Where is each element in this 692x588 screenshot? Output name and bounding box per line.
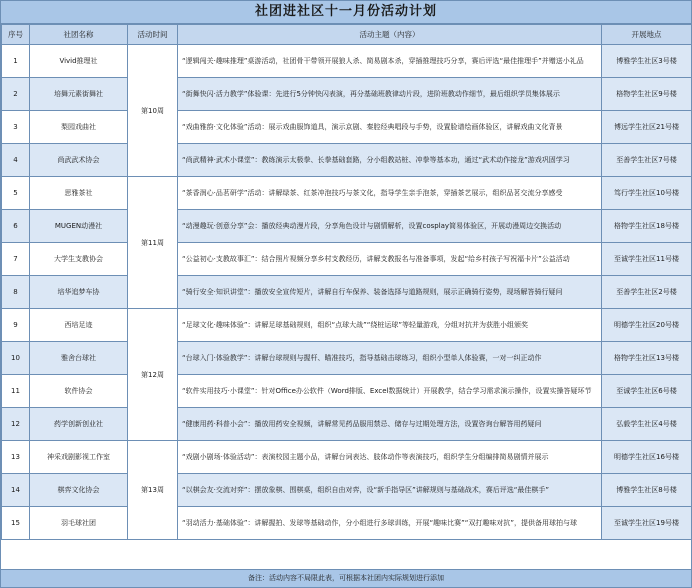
week-cell: 第10周 [128,45,178,177]
row-number: 7 [2,243,30,276]
club-name: 软件协会 [30,375,128,408]
club-name: 培华追梦车协 [30,276,128,309]
activity-place: 至善学生社区7号楼 [602,144,692,177]
activity-theme: “骑行安全·知识讲堂”：播放安全宣传短片，讲解自行车保养、装备选择与道路规则，展示正确骑行姿势，现场解答骑行疑问 [178,276,602,309]
club-name: 思雅茶社 [30,177,128,210]
sheet-title: 社团进社区十一月份活动计划 [1,1,691,24]
activity-place: 弘毅学生社区4号楼 [602,408,692,441]
table-row [2,309,692,342]
row-number: 13 [2,441,30,474]
header-cell-place: 开展地点 [602,25,692,45]
week-cell: 第13周 [128,441,178,540]
header-row [2,25,692,45]
club-name: Vivid推理社 [30,45,128,78]
activity-theme: “戏曲雅韵·文化体验”活动：展示戏曲服饰道具，演示京剧、秦腔经典唱段与手势，设置脸谱绘画体验区，讲解戏曲文化背景 [178,111,602,144]
row-number: 9 [2,309,30,342]
activity-theme: “逻辑闯关·趣味推理”桌游活动，社团骨干带领开展狼人杀、简易剧本杀，穿插推理技巧分享，赛后评选“最佳推理手”并赠送小礼品 [178,45,602,78]
club-name: 棋弈文化协会 [30,474,128,507]
activity-place: 至诚学生社区11号楼 [602,243,692,276]
activity-theme: “以棋会友·交流对弈”：摆放象棋、围棋桌，组织自由对弈，设“新手指导区”讲解规则与基础战术，赛后评选“最佳棋手” [178,474,602,507]
activity-theme: “戏剧小剧场·体验活动”：表演校园主题小品，讲解台词表达、肢体动作等表演技巧，组织学生分组编排简易剧情并展示 [178,441,602,474]
table-row [2,375,692,408]
club-name: 西培足迹 [30,309,128,342]
activity-place: 博远学生社区21号楼 [602,111,692,144]
row-number: 4 [2,144,30,177]
activity-theme: “软件实用技巧·小课堂”：针对Office办公软件（Word排版、Excel数据统计）开展教学，结合学习需求演示操作，设置实操答疑环节 [178,375,602,408]
activity-theme: “动漫趣玩·创意分享”会：播放经典动漫片段，分享角色设计与剧情解析，设置cosplay简易体验区，开展动漫周边交换活动 [178,210,602,243]
table-row [2,45,692,78]
club-name: 雅舍台球社 [30,342,128,375]
row-number: 10 [2,342,30,375]
activity-theme: “健康用药·科普小会”：播放用药安全视频，讲解常见药品服用禁忌、储存与过期处理方法，设置咨询台解答用药疑问 [178,408,602,441]
club-name: 药学创新创业社 [30,408,128,441]
club-name: 大学生支教协会 [30,243,128,276]
activity-place: 笃行学生社区10号楼 [602,177,692,210]
row-number: 8 [2,276,30,309]
activity-place: 至诚学生社区19号楼 [602,507,692,540]
table-row [2,177,692,210]
activity-place: 博雅学生社区3号楼 [602,45,692,78]
club-name: 尚武武术协会 [30,144,128,177]
club-name: 羽毛球社团 [30,507,128,540]
activity-theme: “羽动活力·基础体验”：讲解握拍、发球等基础动作，分小组进行多球训练，开展“趣味比赛”“双打趣味对抗”，提供备用球拍与球 [178,507,602,540]
activity-place: 明德学生社区20号楼 [602,309,692,342]
plan-table [1,24,692,540]
table-row [2,210,692,243]
table-row [2,144,692,177]
week-cell: 第11周 [128,177,178,309]
table-row [2,441,692,474]
row-number: 2 [2,78,30,111]
activity-place: 格物学生社区18号楼 [602,210,692,243]
row-number: 5 [2,177,30,210]
activity-theme: “街舞快闪·活力教学”体验课：先进行5分钟快闪表演，再分基础班教律动片段，进阶班教动作细节，最后组织学员集体展示 [178,78,602,111]
header-cell-club: 社团名称 [30,25,128,45]
table-row [2,276,692,309]
table-row [2,408,692,441]
table-row [2,243,692,276]
activity-theme: “足球文化·趣味体验”：讲解足球基础规则，组织“点球大战”“绕桩运球”等轻量游戏，分组对抗并为获胜小组颁奖 [178,309,602,342]
club-name: 梨园戏曲社 [30,111,128,144]
row-number: 6 [2,210,30,243]
table-row [2,111,692,144]
club-name: MUGEN动漫社 [30,210,128,243]
row-number: 14 [2,474,30,507]
footer-note: 备注：活动内容不局限此表，可根据本社团内实际规划进行添加 [1,569,691,587]
activity-place: 格物学生社区13号楼 [602,342,692,375]
activity-place: 博雅学生社区8号楼 [602,474,692,507]
activity-theme: “茶香润心·品茗研学”活动：讲解绿茶、红茶冲泡技巧与茶文化，指导学生亲手泡茶，穿插茶艺展示，组织品茗交流分享感受 [178,177,602,210]
activity-place: 格物学生社区9号楼 [602,78,692,111]
week-cell: 第12周 [128,309,178,441]
activity-place: 明德学生社区16号楼 [602,441,692,474]
row-number: 11 [2,375,30,408]
header-cell-no: 序号 [2,25,30,45]
activity-theme: “台球入门·体验教学”：讲解台球规则与握杆、瞄准技巧，指导基础击球练习，组织小型单人体验赛，一对一纠正动作 [178,342,602,375]
row-number: 3 [2,111,30,144]
header-cell-theme: 活动主题（内容） [178,25,602,45]
table-row [2,474,692,507]
row-number: 12 [2,408,30,441]
table-row [2,507,692,540]
table-body [2,45,692,540]
table-row [2,342,692,375]
activity-theme: “公益初心·支教故事汇”：结合照片视频分享乡村支教经历，讲解支教报名与准备事项，发起“给乡村孩子写祝福卡片”公益活动 [178,243,602,276]
activity-place: 至诚学生社区6号楼 [602,375,692,408]
activity-place: 至善学生社区2号楼 [602,276,692,309]
table-row [2,78,692,111]
club-name: 培舞元素街舞社 [30,78,128,111]
activity-theme: “尚武精神·武术小课堂”：教练演示太极拳、长拳基础套路，分小组教站桩、冲拳等基本功，通过“武术动作接龙”游戏巩固学习 [178,144,602,177]
club-name: 神采戏剧影视工作室 [30,441,128,474]
header-cell-time: 活动时间 [128,25,178,45]
row-number: 15 [2,507,30,540]
row-number: 1 [2,45,30,78]
